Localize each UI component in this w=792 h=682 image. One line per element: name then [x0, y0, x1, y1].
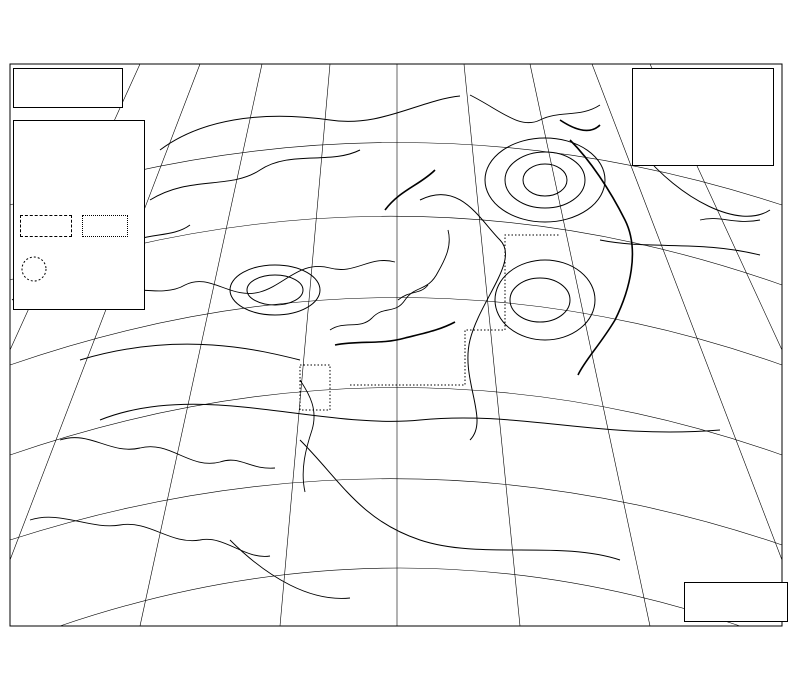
chart-title-bottom — [684, 582, 788, 622]
gale-area-sample — [20, 215, 72, 237]
scale-in-nautical-miles — [632, 68, 774, 166]
scale-graph — [633, 69, 773, 165]
probability-circle-icon — [20, 255, 50, 285]
chart-title-top — [13, 68, 123, 108]
explanatory-notes — [13, 120, 145, 310]
fog-area-sample — [82, 215, 128, 237]
